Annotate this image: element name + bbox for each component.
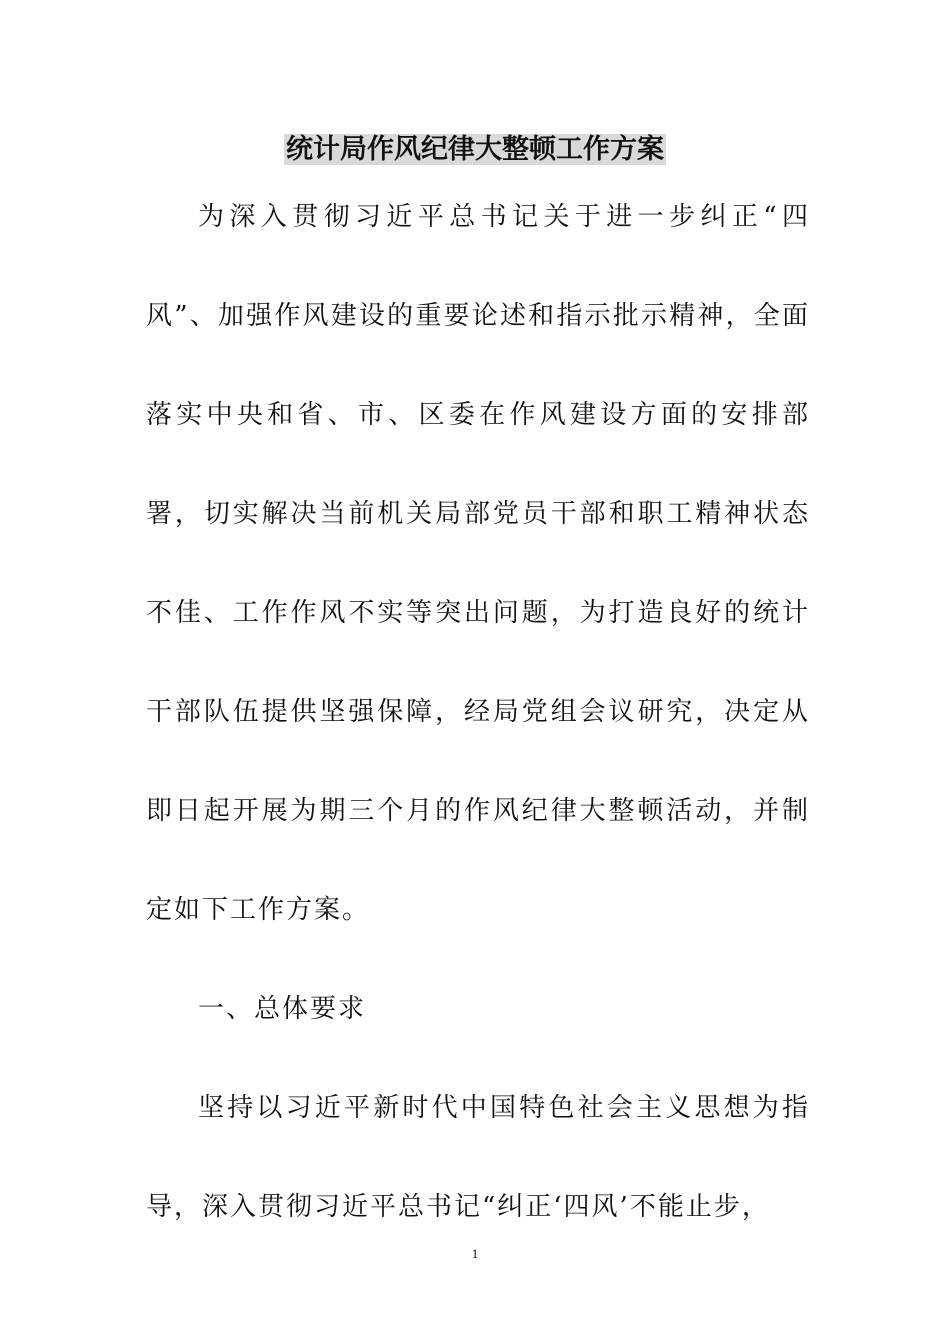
- document-title-text: 统计局作风纪律大整顿工作方案: [286, 134, 664, 165]
- page-number: 1: [471, 1246, 479, 1261]
- document-title: [0, 130, 950, 170]
- document-body: [146, 168, 810, 1257]
- paragraph-intro: 为深入贯彻习近平总书记关于进一步纠正“四风”、加强作风建设的重要论述和指示批示精神，全面落实中央和省、市、区委在作风建设方面的安排部署，切实解决当前机关局部党员干部和职工精神状态不佳、工作作风不实等突出问题，为打造良好的统计干部队伍提供坚强保障，经局党组会议研究，决定从即日起开展为期三个月的作风纪律大整顿活动，并制定如下工作方案。: [146, 202, 810, 925]
- section-heading-overall-requirements: 一、总体要求: [198, 994, 367, 1024]
- paragraph-overall-requirements: 坚持以习近平新时代中国特色社会主义思想为指导，深入贯彻习近平总书记“纠正‘四风’不能止步，: [146, 1093, 810, 1222]
